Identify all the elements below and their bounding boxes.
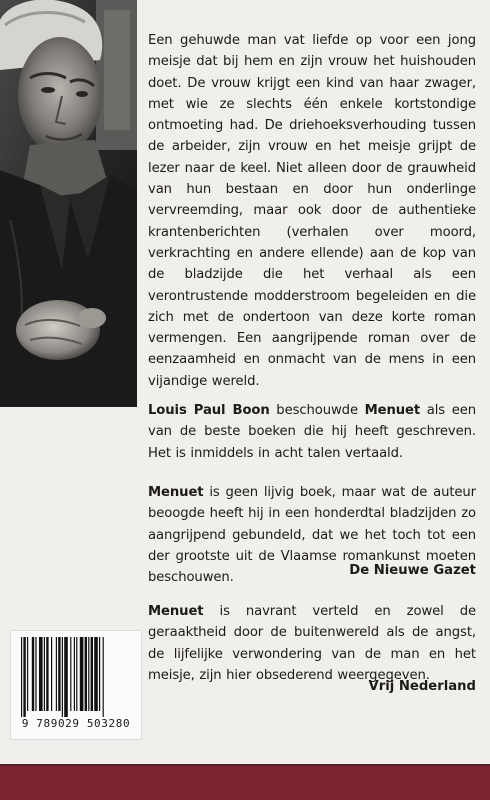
barcode-bar [74, 637, 75, 711]
author-statement [148, 400, 476, 464]
barcode-bar [80, 637, 84, 711]
book-title: Menuet [364, 403, 421, 418]
barcode-bar [70, 637, 71, 711]
barcode-bar [85, 637, 87, 711]
statement-text-a: beschouwde [269, 403, 365, 418]
bottom-color-band [0, 764, 490, 800]
statement-text-b: als een van de beste boeken die hij heeft geschreven. Het is inmiddels in acht talen vertaald. [148, 403, 476, 461]
barcode-bar [91, 637, 93, 711]
barcode-bar [46, 637, 48, 711]
quote-text: is navrant verteld en zowel de geraaktheid door de buitenwereld als de angst, de lijfelijke verwondering van de man en het meisje, zijn hier obsederend weergegeven. [148, 604, 476, 683]
review-quote-2 [148, 601, 476, 686]
barcode-bar [103, 637, 104, 717]
author-name: Louis Paul Boon [148, 403, 270, 418]
barcode-bar [58, 637, 60, 711]
barcode-bar [32, 637, 34, 711]
book-title: Menuet [148, 485, 204, 500]
quote-text: is geen lijvig boek, maar wat de auteur beoogde heeft hij in een honderdtal bladzijden zo aangrijpend gebundeld, dat we het toch tot een der grootste uit de Vlaamse romankunst moeten beschouwen. [148, 485, 476, 586]
barcode-bar [21, 637, 22, 717]
barcode-bar [39, 637, 43, 711]
barcode-bar [27, 637, 28, 711]
barcode-bar [51, 637, 52, 711]
barcode-bar [44, 637, 45, 711]
barcode-bar [99, 637, 100, 711]
barcode-bar [35, 637, 36, 711]
barcode-bars [21, 637, 131, 717]
band-stripe [0, 764, 490, 766]
review-source-2: Vrij Nederland [368, 679, 476, 694]
barcode-bar [62, 637, 63, 717]
barcode-number: 9 789029 503280 [21, 717, 131, 730]
barcode-bar [23, 637, 25, 717]
barcode-bar [64, 637, 68, 717]
barcode [10, 630, 142, 740]
barcode-bar [76, 637, 77, 711]
barcode-bar [88, 637, 89, 711]
book-title: Menuet [148, 604, 204, 619]
description-paragraph: Een gehuwde man vat liefde op voor een jong meisje dat bij hem en zijn vrouw het huishouden doet. De vrouw krijgt een kind van haar zwager, met wie ze slechts één enkele kortstondige ontmoeting had. De driehoeksverhouding tussen de arbeider, zijn vrouw en het meisje grijpt de lezer naar de keel. Niet alleen door de grauwheid van hun bestaan en door hun onderlinge vervreemding, maar ook door de authentieke krantenberichten (verhalen over moord, verkrachting en andere ellende) aan de kop van de bladzijde die het verhaal als een verontrustende modderstroom begeleiden en die zich met de ondertoon van deze korte roman vermengen. Een aangrijpende roman over de eenzaamheid en onmacht van de mens in een vijandige wereld. [148, 33, 476, 389]
barcode-bar [56, 637, 57, 711]
author-photo [0, 0, 137, 407]
review-source-1: De Nieuwe Gazet [349, 563, 476, 578]
barcode-bar [94, 637, 98, 711]
